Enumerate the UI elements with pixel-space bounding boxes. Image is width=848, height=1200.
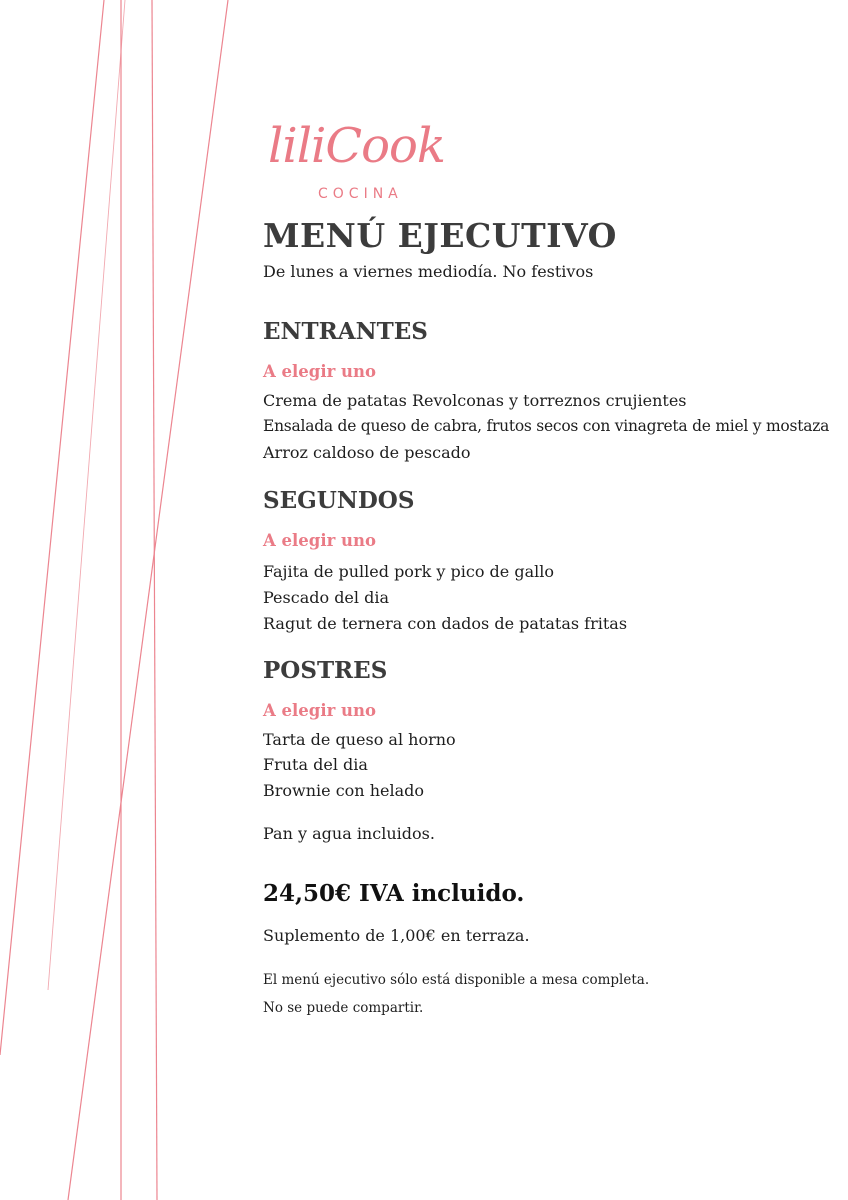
dish-item: Fruta del dia [263,755,368,774]
dish-item: Tarta de queso al horno [263,730,456,749]
dish-item: Arroz caldoso de pescado [263,443,471,462]
choose-label: A elegir uno [263,362,377,381]
logo-wordmark: liliCook [268,118,446,174]
dish-item: Ragut de ternera con dados de patatas fritas [263,614,628,633]
section-heading-segundos: SEGUNDOS [263,487,415,514]
decorative-line [48,0,125,990]
decorative-line [0,0,104,1055]
section-heading-entrantes: ENTRANTES [263,318,428,345]
dish-item: Ensalada de queso de cabra, frutos secos con vinagreta de miel y mostaza [263,417,830,435]
dish-item: Fajita de pulled pork y pico de gallo [263,562,554,581]
section-heading-postres: POSTRES [263,657,388,684]
menu-price: 24,50€ IVA incluido. [263,880,525,907]
dish-item: Brownie con helado [263,781,424,800]
terrace-supplement: Suplemento de 1,00€ en terraza. [263,926,530,945]
dish-item: Pescado del dia [263,588,389,607]
availability-note: El menú ejecutivo sólo está disponible a mesa completa. [263,972,650,988]
brand-logo [268,118,458,208]
logo-tagline: COCINA [318,186,403,202]
choose-label: A elegir uno [263,531,377,550]
menu-subtitle: De lunes a viernes mediodía. No festivos [263,262,594,281]
included-note: Pan y agua incluidos. [263,824,435,843]
decorative-line [68,0,228,1200]
choose-label: A elegir uno [263,701,377,720]
dish-item: Crema de patatas Revolconas y torreznos crujientes [263,391,687,410]
decorative-line [152,0,157,1200]
sharing-note: No se puede compartir. [263,1000,424,1016]
menu-title: MENÚ EJECUTIVO [263,216,617,255]
